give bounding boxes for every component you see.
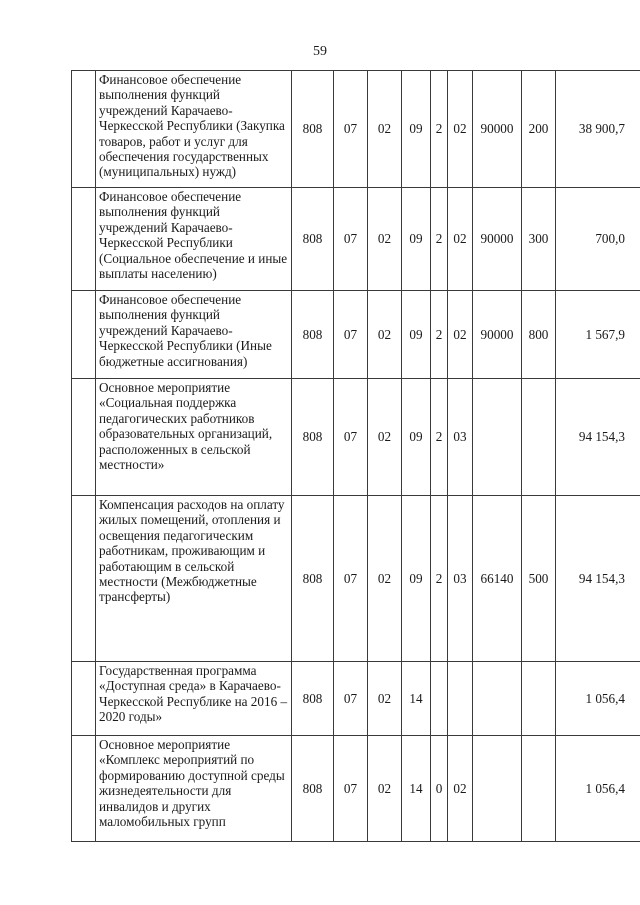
- subprogram-code: 0: [431, 736, 448, 842]
- subsection-code: 02: [368, 662, 402, 736]
- amount-cell: 700,0: [556, 188, 640, 291]
- activity-code: 02: [448, 291, 473, 379]
- ministry-code: 808: [292, 291, 334, 379]
- amount-cell: 1 056,4: [556, 662, 640, 736]
- ministry-code: 808: [292, 736, 334, 842]
- subsection-code: 02: [368, 71, 402, 188]
- expense-type-code: [522, 379, 556, 496]
- program-code: 09: [402, 291, 431, 379]
- direction-code: 90000: [473, 188, 522, 291]
- direction-code: [473, 379, 522, 496]
- subprogram-code: [431, 662, 448, 736]
- subsection-code: 02: [368, 496, 402, 662]
- subsection-code: 02: [368, 188, 402, 291]
- expense-type-code: 300: [522, 188, 556, 291]
- table-row: [72, 291, 640, 379]
- row-number-cell: [72, 291, 96, 379]
- section-code: 07: [334, 71, 368, 188]
- direction-code: [473, 736, 522, 842]
- activity-code: 02: [448, 188, 473, 291]
- activity-code: 03: [448, 379, 473, 496]
- direction-code: [473, 662, 522, 736]
- section-code: 07: [334, 188, 368, 291]
- activity-code: [448, 662, 473, 736]
- expense-type-code: [522, 662, 556, 736]
- table-row: [72, 736, 640, 842]
- row-number-cell: [72, 188, 96, 291]
- section-code: 07: [334, 379, 368, 496]
- section-code: 07: [334, 291, 368, 379]
- row-number-cell: [72, 379, 96, 496]
- amount-cell: 1 567,9: [556, 291, 640, 379]
- row-number-cell: [72, 71, 96, 188]
- subprogram-code: 2: [431, 188, 448, 291]
- subprogram-code: 2: [431, 71, 448, 188]
- subprogram-code: 2: [431, 496, 448, 662]
- table-row: [72, 496, 640, 662]
- subprogram-code: 2: [431, 291, 448, 379]
- row-number-cell: [72, 736, 96, 842]
- activity-code: 02: [448, 736, 473, 842]
- ministry-code: 808: [292, 662, 334, 736]
- program-code: 09: [402, 71, 431, 188]
- ministry-code: 808: [292, 188, 334, 291]
- page-number: 59: [313, 44, 327, 59]
- amount-cell: 1 056,4: [556, 736, 640, 842]
- section-code: 07: [334, 662, 368, 736]
- activity-code: 02: [448, 71, 473, 188]
- ministry-code: 808: [292, 71, 334, 188]
- item-name: Финансовое обеспечение выполнения функций учреждений Карачаево-Черкесской Республики (Закупка товаров, работ и услуг для обеспечения государственных (муниципальных) нужд): [96, 71, 292, 188]
- item-name: Компенсация расходов на оплату жилых помещений, отопления и освещения педагогическим работникам, проживающим и работающим в сельской местности (Межбюджетные трансферты): [96, 496, 292, 662]
- expense-type-code: 800: [522, 291, 556, 379]
- item-name: Финансовое обеспечение выполнения функций учреждений Карачаево-Черкесской Республики (Социальное обеспечение и иные выплаты населению): [96, 188, 292, 291]
- subsection-code: 02: [368, 736, 402, 842]
- row-number-cell: [72, 496, 96, 662]
- program-code: 09: [402, 496, 431, 662]
- section-code: 07: [334, 496, 368, 662]
- direction-code: 90000: [473, 71, 522, 188]
- expense-type-code: [522, 736, 556, 842]
- budget-table: [71, 70, 640, 842]
- program-code: 09: [402, 188, 431, 291]
- ministry-code: 808: [292, 496, 334, 662]
- item-name: Основное мероприятие «Комплекс мероприятий по формированию доступной среды жизнедеятельности для инвалидов и других маломобильных групп: [96, 736, 292, 842]
- table-row: [72, 71, 640, 188]
- amount-cell: 94 154,3: [556, 496, 640, 662]
- ministry-code: 808: [292, 379, 334, 496]
- table-row: [72, 188, 640, 291]
- direction-code: 90000: [473, 291, 522, 379]
- program-code: 14: [402, 736, 431, 842]
- amount-cell: 94 154,3: [556, 379, 640, 496]
- row-number-cell: [72, 662, 96, 736]
- expense-type-code: 200: [522, 71, 556, 188]
- activity-code: 03: [448, 496, 473, 662]
- table-row: [72, 379, 640, 496]
- subsection-code: 02: [368, 379, 402, 496]
- section-code: 07: [334, 736, 368, 842]
- subsection-code: 02: [368, 291, 402, 379]
- subprogram-code: 2: [431, 379, 448, 496]
- amount-cell: 38 900,7: [556, 71, 640, 188]
- expense-type-code: 500: [522, 496, 556, 662]
- program-code: 14: [402, 662, 431, 736]
- direction-code: 66140: [473, 496, 522, 662]
- table-row: [72, 662, 640, 736]
- item-name: Государственная программа «Доступная среда» в Карачаево-Черкесской Республике на 2016 – 2020 годы»: [96, 662, 292, 736]
- item-name: Основное мероприятие «Социальная поддержка педагогических работников образовательных организаций, расположенных в сельской местности»: [96, 379, 292, 496]
- program-code: 09: [402, 379, 431, 496]
- item-name: Финансовое обеспечение выполнения функций учреждений Карачаево-Черкесской Республики (Иные бюджетные ассигнования): [96, 291, 292, 379]
